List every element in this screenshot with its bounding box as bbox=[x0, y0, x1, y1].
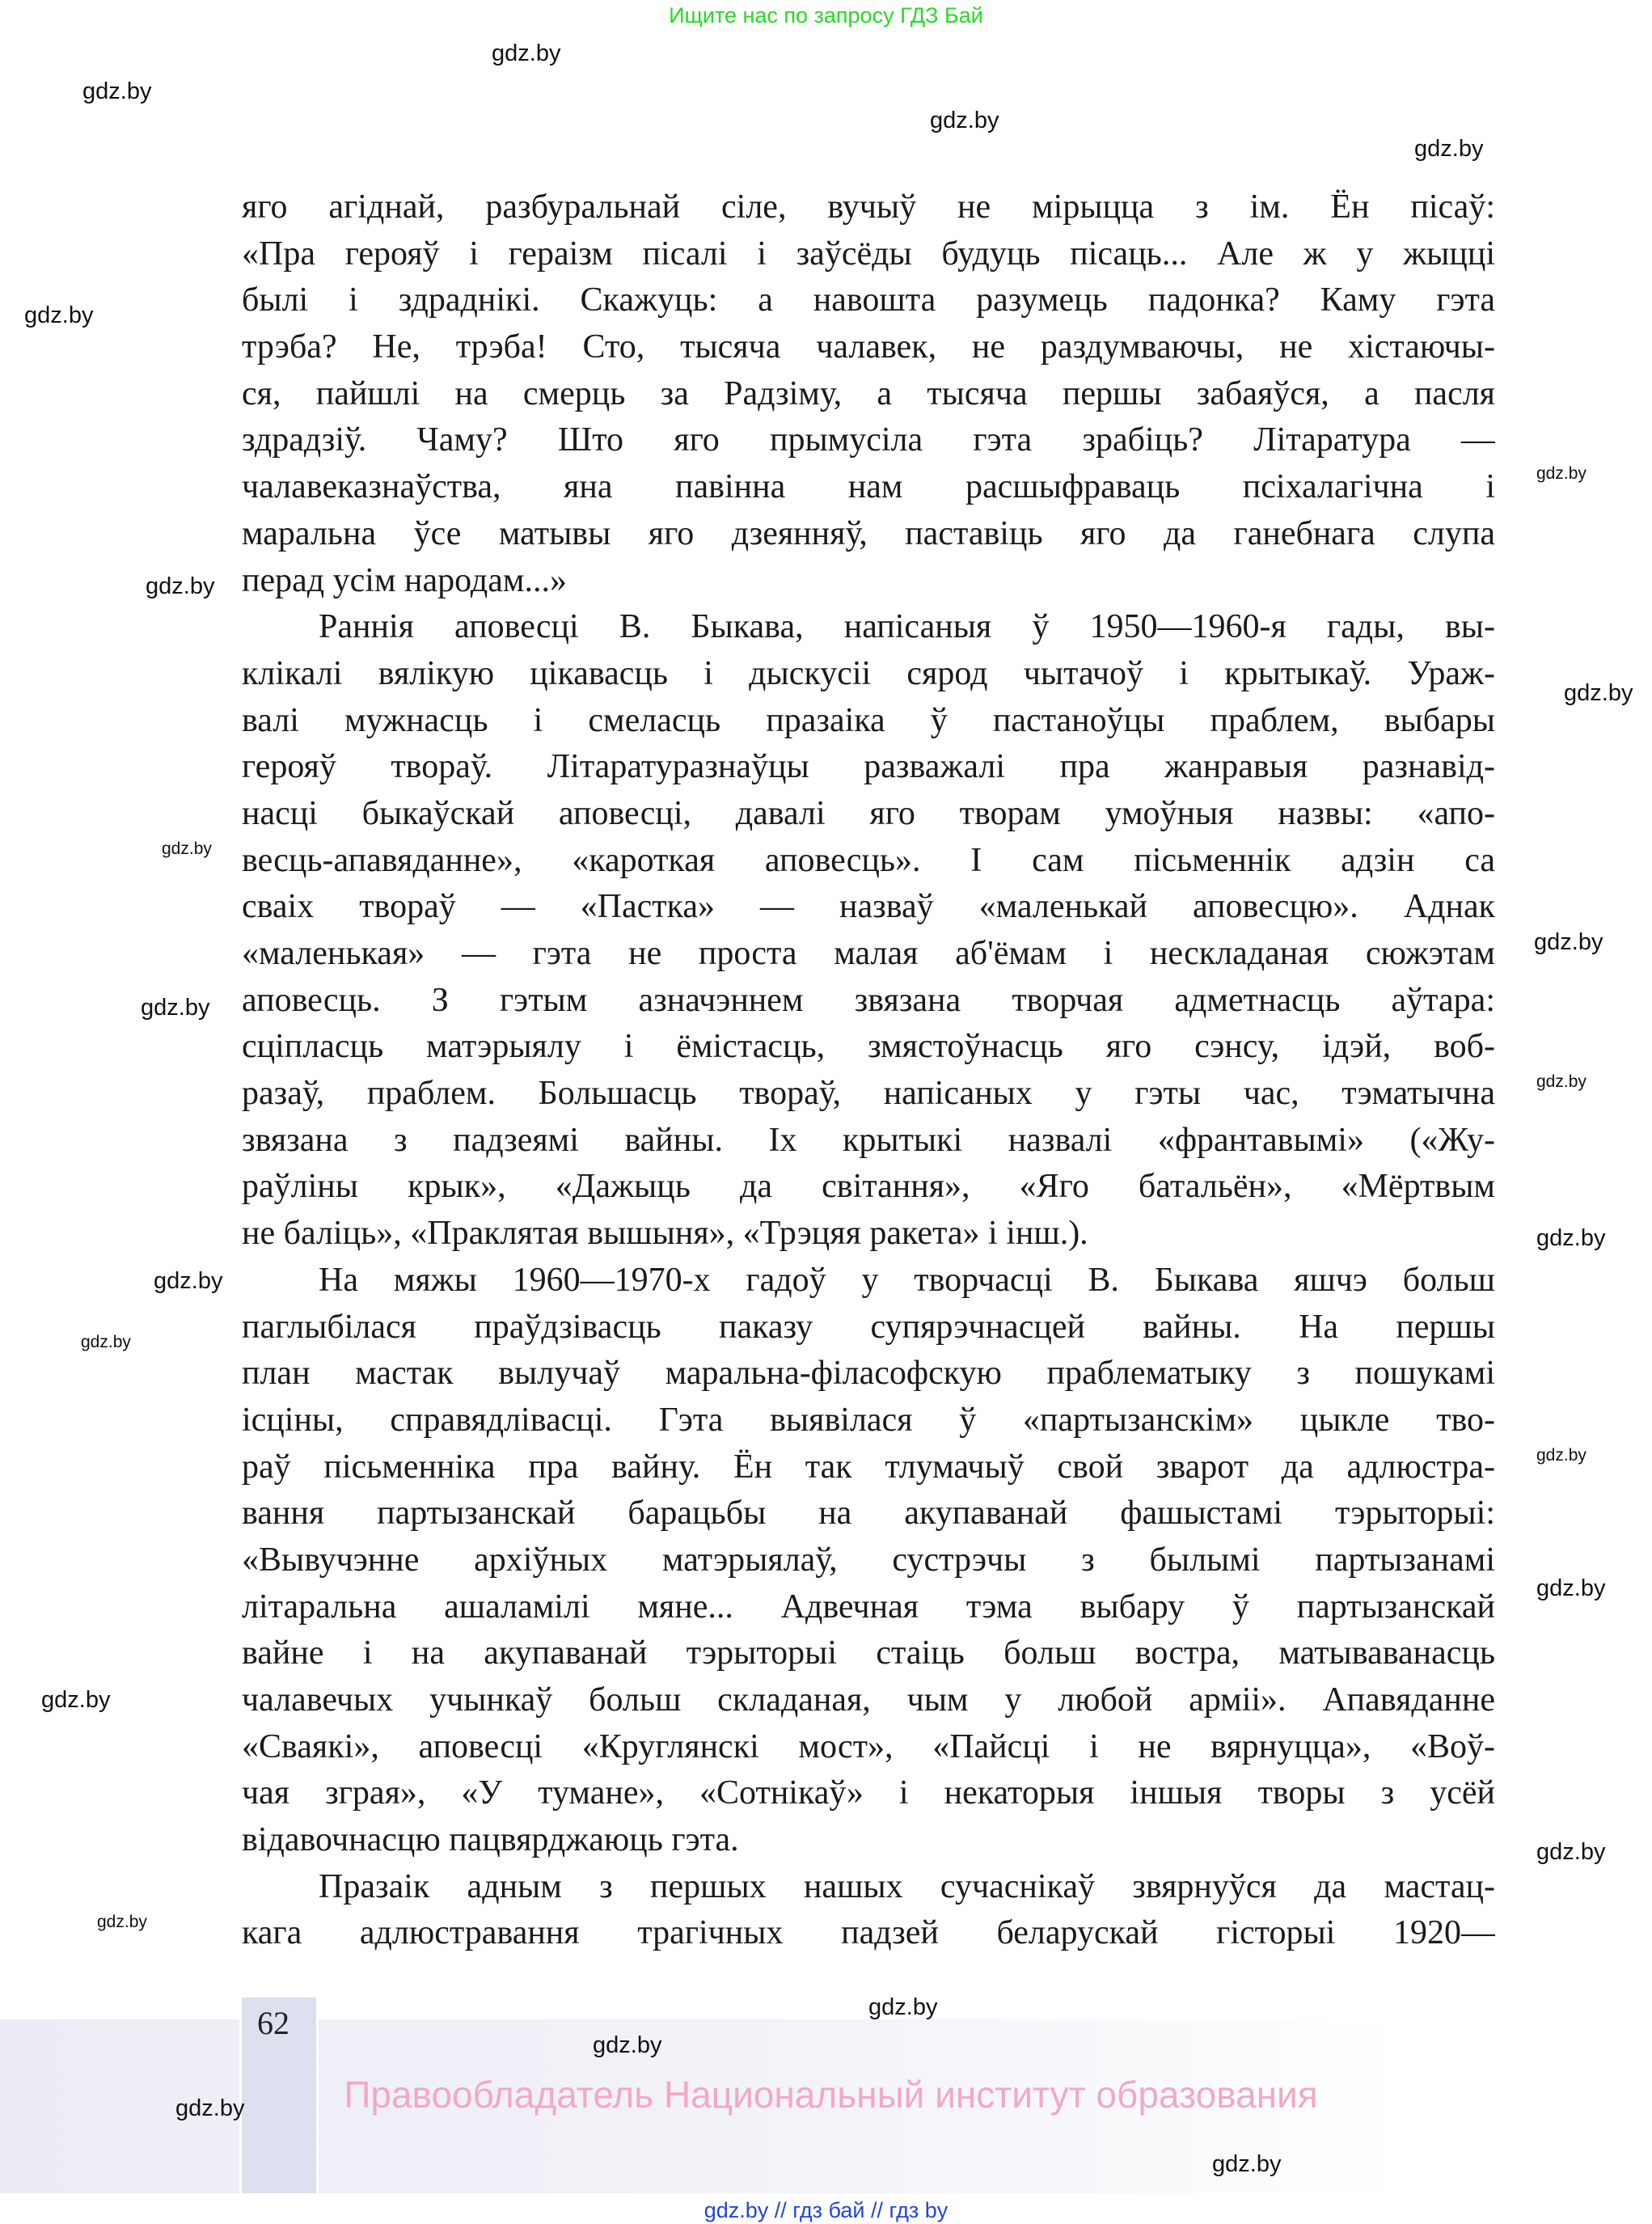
text-line: паглыбілася праўдзівасць паказу супярэчнасцей вайны. На першы bbox=[242, 1308, 1495, 1346]
watermark: gdz.by bbox=[1414, 136, 1484, 162]
text-line: маральна ўсе матывы яго дзеянняў, паставіць яго да ганебнага слупа bbox=[242, 514, 1495, 552]
text-line: відавочнасцю пацвярджаюць гэта. bbox=[242, 1821, 739, 1859]
text-line: клікалі вялікую цікавасць і дыскусіі сярод чытачоў і крытыкаў. Ураж- bbox=[242, 654, 1495, 692]
text-line: Раннія аповесці В. Быкава, напісаныя ў 1950—1960-я гады, вы- bbox=[319, 608, 1495, 646]
watermark: gdz.by bbox=[82, 78, 152, 104]
text-line: герояў твораў. Літаратуразнаўцы разважалі пра жанравыя разнавід- bbox=[242, 748, 1495, 786]
text-line: аповесць. З гэтым азначэннем звязана творчая адметнасць аўтара: bbox=[242, 981, 1495, 1019]
watermark: gdz.by bbox=[1536, 1575, 1606, 1601]
watermark: gdz.by bbox=[1536, 1446, 1587, 1465]
text-line: «Сваякі», аповесці «Круглянскі мост», «Пайсці і не вярнуцца», «Воў- bbox=[242, 1727, 1495, 1765]
watermark: gdz.by bbox=[1534, 929, 1603, 955]
text-line: здрадзіў. Чаму? Што яго прымусіла гэта зрабіць? Літаратура — bbox=[242, 421, 1495, 459]
watermark: gdz.by bbox=[1536, 1072, 1587, 1091]
text-line: «маленькая» — гэта не проста малая аб'ёмам і нескладаная сюжэтам bbox=[242, 935, 1495, 972]
watermark: gdz.by bbox=[41, 1687, 111, 1713]
text-line: На мяжы 1960—1970-х гадоў у творчасці В. Быкава яшчэ больш bbox=[319, 1261, 1495, 1299]
text-line: «Вывучэнне архіўных матэрыялаў, сустрэчы з былымі партызанамі bbox=[242, 1541, 1495, 1579]
text-line: чалавечых учынкаў больш складаная, чым у любой арміі». Апавяданне bbox=[242, 1681, 1495, 1719]
text-line: былі і здраднікі. Скажуць: а навошта разумець падонка? Каму гэта bbox=[242, 281, 1495, 319]
text-line: ся, пайшлі на смерць за Радзіму, а тысяча першы забаяўся, а пасля bbox=[242, 374, 1495, 412]
text-line: вання партызанскай барацьбы на акупаванай фашыстамі тэрыторыі: bbox=[242, 1495, 1495, 1533]
page-number: 62 bbox=[257, 2005, 289, 2041]
watermark: gdz.by bbox=[1536, 1839, 1606, 1865]
text-line: сваіх твораў — «Пастка» — назваў «маленькай аповесцю». Аднак bbox=[242, 888, 1495, 926]
text-line: раўліны крык», «Дажыць да світання», «Яго батальён», «Мёртвым bbox=[242, 1168, 1495, 1206]
watermark: gdz.by bbox=[141, 995, 210, 1021]
watermark: gdz.by bbox=[1564, 680, 1633, 706]
text-line: чалавеказнаўства, яна павінна нам расшыфраваць псіхалагічна і bbox=[242, 468, 1495, 506]
text-line: літаральна ашаламілі мяне... Адвечная тэма выбару ў партызанскай bbox=[242, 1588, 1495, 1626]
text-line: Празаік адным з першых нашых сучаснікаў звярнуўся да мастац- bbox=[319, 1867, 1495, 1905]
text-line: кага адлюстравання трагічных падзей беларускай гісторыі 1920— bbox=[242, 1914, 1495, 1952]
watermark: gdz.by bbox=[175, 2095, 245, 2121]
page-body-text bbox=[242, 184, 1495, 1957]
text-line: раў пісьменніка пра вайну. Ён так тлумачыў свой зварот да адлюстра- bbox=[242, 1448, 1495, 1486]
watermark: gdz.by bbox=[162, 839, 212, 858]
text-line: насці быкаўскай аповесці, давалі яго творам умоўныя назвы: «апо- bbox=[242, 794, 1495, 832]
text-line: валі мужнасць і смеласць празаіка ў пастаноўцы праблем, выбары bbox=[242, 701, 1495, 739]
watermark: gdz.by bbox=[492, 40, 561, 66]
copyright-notice: Правообладатель Национальный институт образования bbox=[344, 2074, 1318, 2116]
watermark: gdz.by bbox=[1536, 464, 1587, 483]
text-line: план мастак вылучаў маральна-філасофскую праблематыку з пошукамі bbox=[242, 1355, 1495, 1393]
watermark: gdz.by bbox=[1536, 1225, 1606, 1251]
text-line: трэба? Не, трэба! Сто, тысяча чалавек, не раздумваючы, не хістаючы- bbox=[242, 328, 1495, 366]
text-line: весць-апавяданне», «кароткая аповесць». І сам пісьменнік адзін са bbox=[242, 841, 1495, 879]
text-line: ісціны, справядлівасці. Гэта выявілася ў «партызанскім» цыкле тво- bbox=[242, 1401, 1495, 1439]
text-line: разаў, праблем. Большасць твораў, напісаных у гэты час, тэматычна bbox=[242, 1075, 1495, 1113]
watermark: gdz.by bbox=[593, 2032, 662, 2058]
text-line: звязана з падзеямі вайны. Іх крытыкі назвалі «франтавымі» («Жу- bbox=[242, 1121, 1495, 1159]
search-banner: Ищите нас по запросу ГДЗ Бай bbox=[669, 3, 983, 27]
site-links[interactable]: gdz.by // гдз бай // гдз by bbox=[703, 2198, 949, 2222]
text-line: чая зграя», «У тумане», «Сотнікаў» і некаторыя іншыя творы з усёй bbox=[242, 1774, 1495, 1812]
watermark: gdz.by bbox=[146, 573, 215, 599]
watermark: gdz.by bbox=[930, 108, 999, 133]
text-line: яго агіднай, разбуральнай сіле, вучыў не мірыцца з ім. Ён пісаў: bbox=[242, 188, 1495, 226]
watermark: gdz.by bbox=[81, 1333, 131, 1351]
watermark: gdz.by bbox=[97, 1913, 147, 1931]
watermark: gdz.by bbox=[868, 1994, 938, 2020]
text-line: «Пра герояў і гераізм пісалі і заўсёды будуць пісаць... Але ж у жыцці bbox=[242, 235, 1495, 273]
text-line: перад усім народам...» bbox=[242, 561, 568, 599]
watermark: gdz.by bbox=[154, 1268, 223, 1294]
watermark: gdz.by bbox=[24, 302, 94, 328]
text-line: не баліць», «Праклятая вышыня», «Трэцяя ракета» і інш.). bbox=[242, 1215, 1088, 1253]
text-line: вайне і на акупаванай тэрыторыі стаіць больш востра, матываванасць bbox=[242, 1634, 1495, 1672]
text-line: сціпласць матэрыялу і ёмістасць, змястоўнасць яго сэнсу, ідэй, воб- bbox=[242, 1028, 1495, 1066]
watermark: gdz.by bbox=[1212, 2151, 1282, 2177]
